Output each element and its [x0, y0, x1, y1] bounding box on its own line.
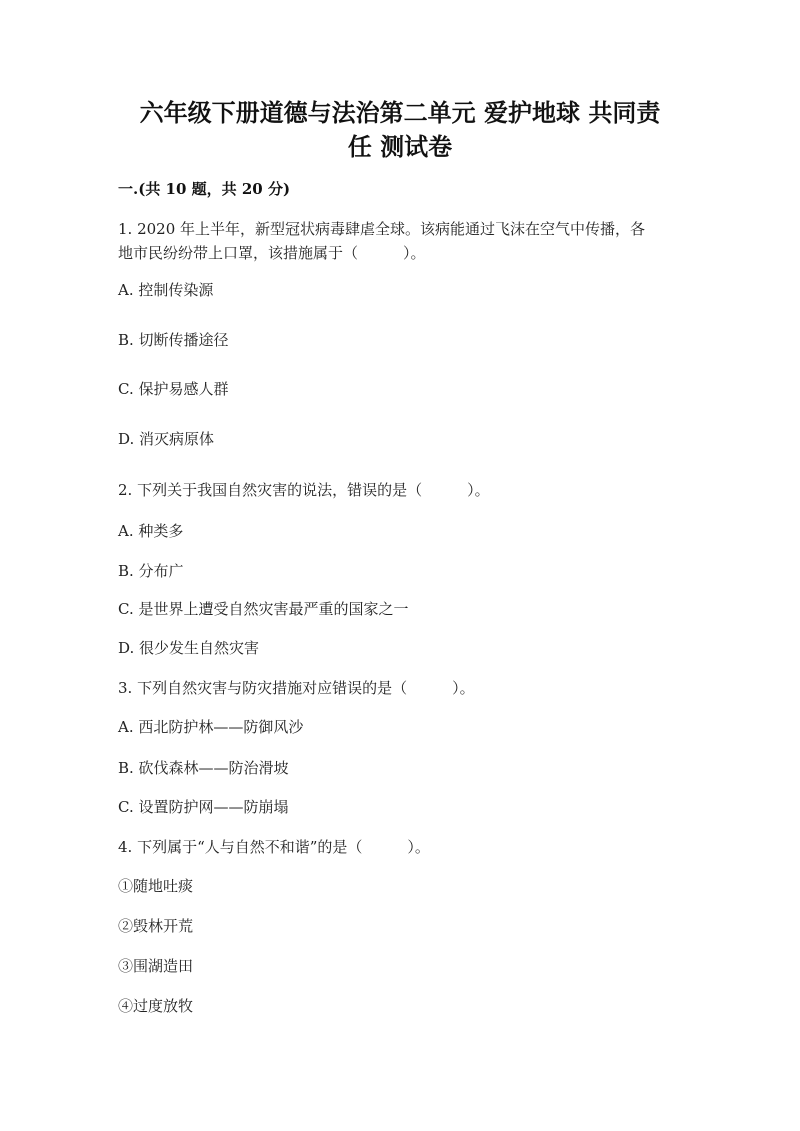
question-3-stem — [118, 676, 690, 700]
question-4-stem-line-1: 4. 下列属于“人与自然不和谐”的是（ ）。 — [118, 838, 430, 856]
question-1-option-c: C. 保护易感人群 — [118, 380, 229, 398]
question-1-option-a: A. 控制传染源 — [118, 281, 214, 299]
question-4-option-3: ③围湖造田 — [118, 957, 194, 975]
question-1-option-b: B. 切断传播途径 — [118, 331, 229, 349]
question-2-option-b: B. 分布广 — [118, 562, 184, 580]
question-2-stem-line-1: 2. 下列关于我国自然灾害的说法，错误的是（ ）。 — [118, 481, 490, 499]
question-2-option-c: C. 是世界上遭受自然灾害最严重的国家之一 — [118, 600, 409, 618]
question-3-option-c: C. 设置防护网——防崩塌 — [118, 798, 289, 816]
question-1-stem-line-2: 地市民纷纷带上口罩，该措施属于（ ）。 — [118, 244, 426, 262]
question-2-stem — [118, 478, 690, 502]
question-4-option-2: ②毁林开荒 — [118, 917, 194, 935]
question-1-option-d: D. 消灭病原体 — [118, 430, 215, 448]
question-2-option-a: A. 种类多 — [118, 522, 184, 540]
question-4-option-4: ④过度放牧 — [118, 997, 194, 1015]
section-heading: 一.(共 10 题，共 20 分) — [118, 180, 291, 198]
question-2-option-d: D. 很少发生自然灾害 — [118, 639, 260, 657]
question-3-option-b: B. 砍伐森林——防治滑坡 — [118, 759, 289, 777]
question-3-stem-line-1: 3. 下列自然灾害与防灾措施对应错误的是（ ）。 — [118, 679, 475, 697]
question-4-option-1: ①随地吐痰 — [118, 877, 194, 895]
page-title — [110, 96, 690, 164]
title-line-1: 六年级下册道德与法治第二单元 爱护地球 共同责 — [139, 99, 661, 127]
question-1-stem — [118, 217, 690, 265]
question-4-stem — [118, 835, 690, 859]
question-1-stem-line-1: 1. 2020 年上半年，新型冠状病毒肆虐全球。该病能通过飞沫在空气中传播，各 — [118, 220, 646, 238]
question-3-option-a: A. 西北防护林——防御风沙 — [118, 718, 304, 736]
title-line-2: 任 测试卷 — [347, 133, 453, 161]
